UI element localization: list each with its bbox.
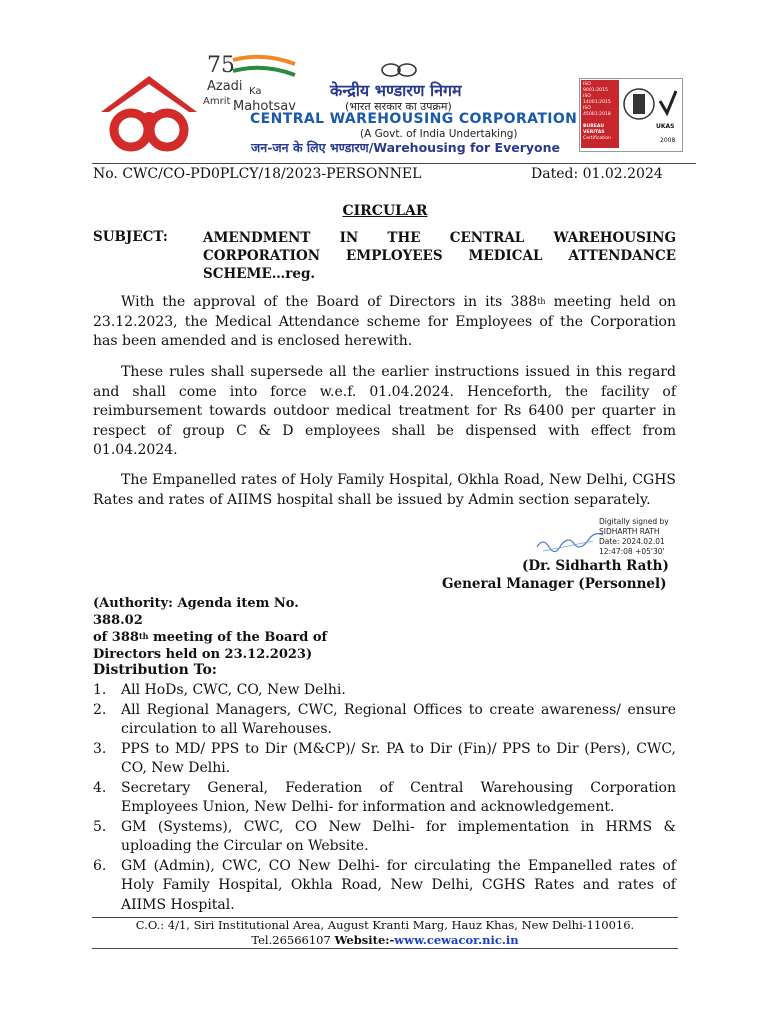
- org-subtitle-hindi: (भारत सरकार का उपक्रम): [345, 100, 452, 113]
- list-item: 4. Secretary General, Federation of Central Warehousing Corporation Employees Union, New Delhi- for information and acknowledgement.: [93, 779, 676, 815]
- org-tagline: जन-जन के लिए भण्डारण/Warehousing for Everyone: [251, 140, 560, 155]
- ukas-tick-icon: [658, 89, 678, 119]
- svg-text:Ka: Ka: [249, 86, 262, 97]
- subject-text: AMENDMENT IN THE CENTRAL WAREHOUSING CORPORATION EMPLOYEES MEDICAL ATTENDANCE SCHEME…reg.: [203, 230, 676, 282]
- paragraph-approval: With the approval of the Board of Directors in its 388th meeting held on 23.12.2023, the Medical Attendance scheme for Employees of the Corporation has been amended and is enclosed herewith.: [93, 294, 677, 349]
- header-divider: [92, 163, 696, 164]
- list-item: 2. All Regional Managers, CWC, Regional Offices to create awareness/ ensure circulation to all Warehouses.: [93, 701, 676, 737]
- svg-text:Mahotsav: Mahotsav: [233, 99, 296, 114]
- footer: [92, 918, 678, 948]
- list-item: 3. PPS to MD/ PPS to Dir (M&CP)/ Sr. PA to Dir (Fin)/ PPS to Dir (Pers), CWC, CO, New Delhi.: [93, 740, 676, 776]
- footer-tel: Tel.26566107: [251, 933, 335, 947]
- svg-text:Amrit: Amrit: [203, 96, 231, 107]
- digital-signature-text: Digitally signed by SIDHARTH RATH Date: 2024.02.01 12:47:08 +05'30': [599, 517, 669, 556]
- authority-note: (Authority: Agenda item No. 388.02 of 388th meeting of the Board of Directors held on 23.12.2023): [93, 596, 328, 662]
- cwc-logo: [97, 72, 201, 156]
- bureau-veritas-label: ISO 9001:2015 ISO 14001:2015 ISO 45001:2018 BUREAU VERITAS Certification: [581, 80, 619, 148]
- azadi-75: 75: [207, 53, 235, 78]
- footer-website-label: Website:-: [334, 933, 395, 947]
- list-item: 5. GM (Systems), CWC, CO New Delhi- for implementation in HRMS & uploading the Circular on Website.: [93, 818, 676, 854]
- org-name-hindi: केन्द्रीय भण्डारण निगम: [330, 81, 462, 100]
- document-heading: CIRCULAR: [342, 203, 428, 219]
- handwritten-signature: [533, 521, 609, 559]
- website-link[interactable]: www.cewacor.nic.in: [394, 933, 519, 947]
- paragraph-supersede: These rules shall supersede all the earlier instructions issued in this regard and shall come into force w.e.f. 01.04.2024. Henceforth, the facility of reimbursement towards outdoor medical treatment for Rs 6400 per quarter in respect of group C & D employees shall be dispensed with effect from 01.04.2024.: [93, 364, 676, 458]
- distribution-heading: Distribution To:: [93, 662, 217, 678]
- azadi-ka-amrit-mahotsav-logo: [203, 50, 313, 116]
- svg-text:Azadi: Azadi: [207, 79, 243, 94]
- footer-divider-bottom: [92, 948, 678, 949]
- signatory-designation: General Manager (Personnel): [442, 576, 667, 592]
- subject-label: SUBJECT:: [93, 229, 168, 245]
- bureau-veritas-seal-icon: [622, 87, 656, 121]
- signatory-name: (Dr. Sidharth Rath): [522, 558, 669, 574]
- list-item: 6. GM (Admin), CWC, CO New Delhi- for circulating the Empanelled rates of Holy Family Hospital, Okhla Road, New Delhi, CGHS Rates and rates of AIIMS Hospital.: [93, 857, 676, 913]
- footer-address: C.O.: 4/1, Siri Institutional Area, August Kranti Marg, Hauz Khas, New Delhi-110016.: [135, 918, 635, 932]
- org-name-english: CENTRAL WAREHOUSING CORPORATION: [250, 111, 578, 127]
- paragraph-empanelled-rates: The Empanelled rates of Holy Family Hospital, Okhla Road, New Delhi, CGHS Rates and rates of AIIMS hospital shall be issued by Admin section separately.: [93, 472, 676, 508]
- certification-badge: ISO 9001:2015 ISO 14001:2015 ISO 45001:2018 BUREAU VERITAS Certification UKAS 2008: [579, 78, 683, 152]
- list-item: 1. All HoDs, CWC, CO, New Delhi.: [93, 682, 346, 698]
- document-date: Dated: 01.02.2024: [531, 166, 663, 182]
- distribution-list: [93, 681, 676, 915]
- govt-undertaking-line: (A Govt. of India Undertaking): [360, 128, 518, 140]
- document-number: No. CWC/CO-PD0PLCY/18/2023-PERSONNEL: [93, 166, 422, 182]
